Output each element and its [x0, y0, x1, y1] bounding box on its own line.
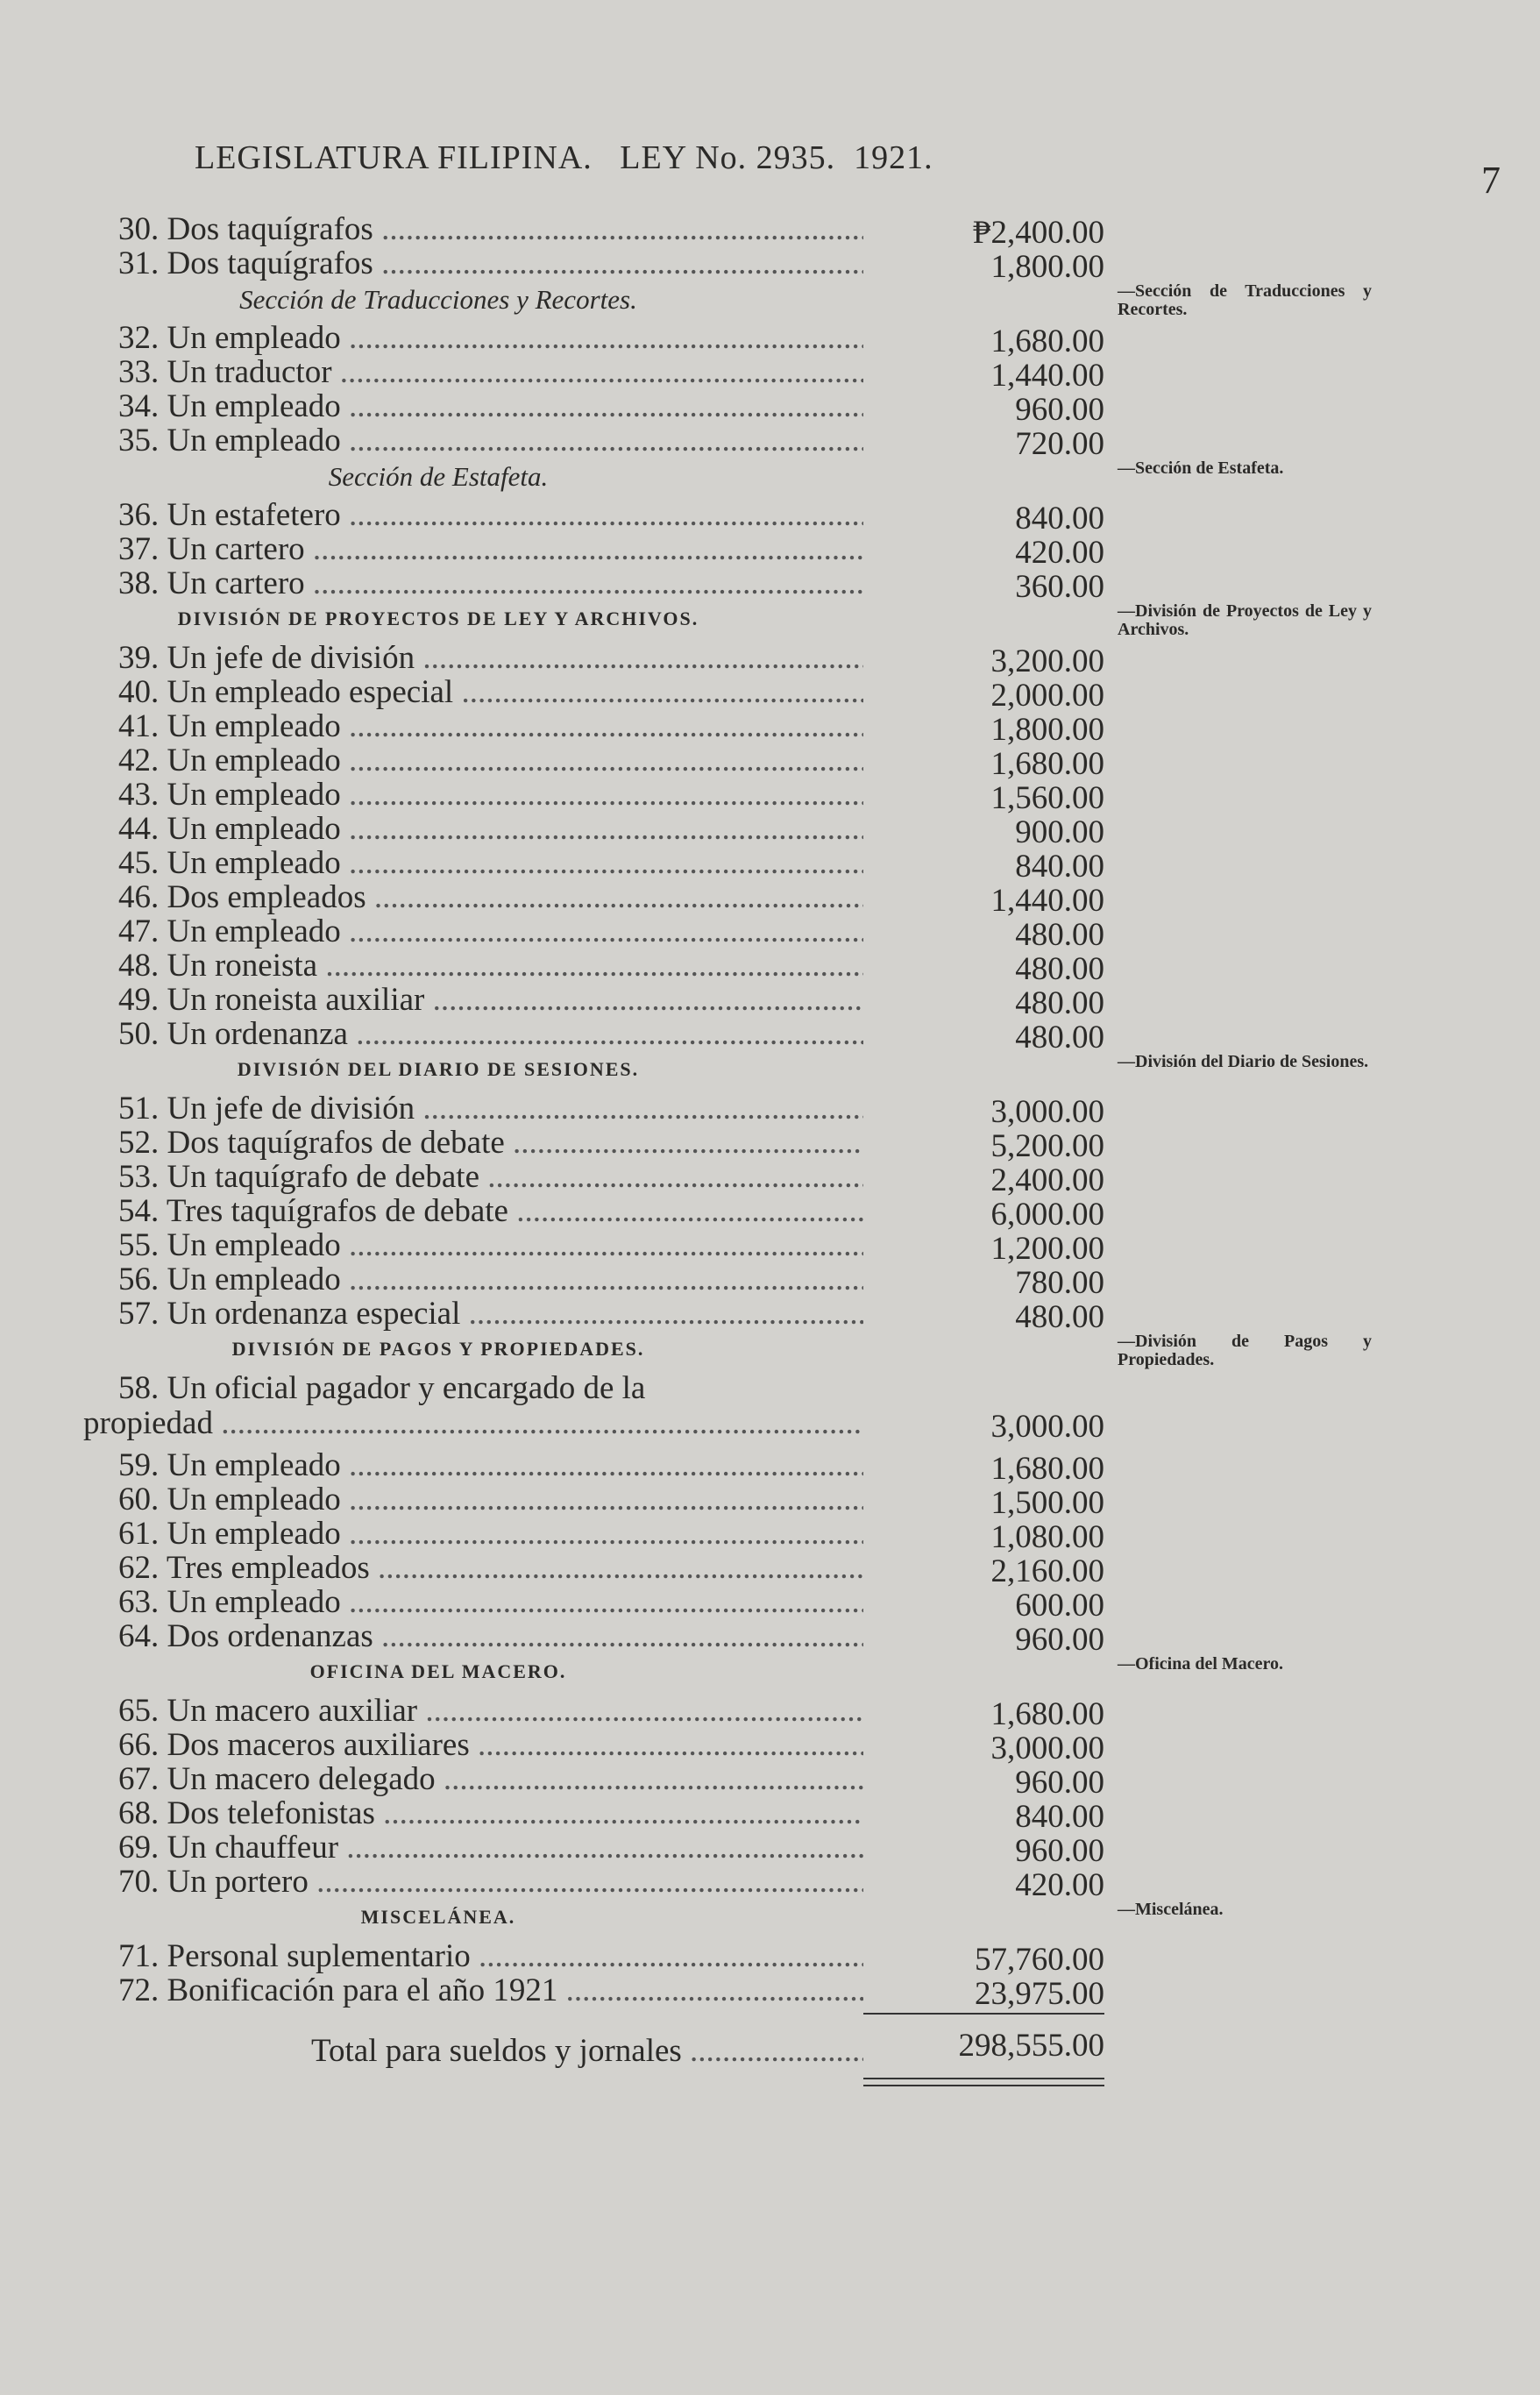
section-heading-text: Sección de Estafeta. — [328, 461, 549, 492]
line-item-amount: 840.00 — [1015, 849, 1104, 885]
line-item-amount: 480.00 — [1015, 985, 1104, 1021]
line-item-label: 40. Un empleado especial ..... — [118, 673, 863, 711]
line-item-amount: 1,680.00 — [990, 1696, 1104, 1732]
line-item — [0, 1158, 1540, 1198]
section-heading-text: DIVISIÓN DE PROYECTOS DE LEY Y ARCHIVOS. — [177, 608, 699, 629]
line-item-label: 32. Un empleado ..... — [118, 319, 863, 357]
line-item — [0, 1192, 1540, 1233]
line-item-label: 45. Un empleado ..... — [118, 844, 863, 882]
line-item-label-cont: propiedad ..... — [83, 1404, 863, 1442]
line-item — [0, 810, 1540, 850]
total-label: Total para sueldos y jornales ..... — [311, 2032, 863, 2070]
line-item — [0, 1972, 1540, 2012]
section-heading — [0, 1049, 1369, 1090]
section-heading — [0, 1652, 1284, 1692]
line-item — [0, 947, 1540, 987]
line-item-amount: 480.00 — [1015, 917, 1104, 953]
line-item-label: 38. Un cartero ..... — [118, 565, 863, 602]
line-item-label: 58. Un oficial pagador y encargado de la — [118, 1370, 646, 1406]
line-item-label: 56. Un empleado ..... — [118, 1261, 863, 1298]
line-item — [0, 1261, 1540, 1301]
line-item — [0, 422, 1540, 462]
line-item — [0, 1829, 1540, 1869]
line-item-amount: 960.00 — [1015, 1833, 1104, 1869]
line-item — [0, 1692, 1540, 1732]
line-item-label: 42. Un empleado ..... — [118, 742, 863, 779]
sum-rule — [0, 2006, 1540, 2022]
line-item-label: 41. Un empleado ..... — [118, 707, 863, 745]
line-item-amount: 5,200.00 — [990, 1128, 1104, 1164]
line-item-amount: 1,560.00 — [990, 780, 1104, 816]
line-item — [0, 353, 1540, 394]
line-item — [0, 245, 1540, 285]
line-item-amount: 6,000.00 — [990, 1197, 1104, 1233]
total-amount: 298,555.00 — [958, 2028, 1104, 2064]
line-item-amount: 2,000.00 — [990, 678, 1104, 714]
margin-note: —División de Pagos y Propiedades. — [1118, 1332, 1372, 1369]
line-item-label: 33. Un traductor ..... — [118, 353, 863, 391]
section-heading — [0, 599, 1372, 639]
margin-note: —Oficina del Macero. — [1118, 1654, 1284, 1674]
appropriation-list — [0, 210, 1540, 2092]
margin-note: —Sección de Estafeta. — [1118, 458, 1284, 478]
line-item-amount: 600.00 — [1015, 1588, 1104, 1624]
line-item-label: 68. Dos telefonistas ..... — [118, 1794, 863, 1832]
line-item-amount: 3,000.00 — [990, 1731, 1104, 1766]
line-item-label: 57. Un ordenanza especial ..... — [118, 1295, 863, 1333]
line-item-label: 37. Un cartero ..... — [118, 530, 863, 568]
line-item-amount: ₱2,400.00 — [972, 215, 1104, 251]
line-item — [0, 844, 1540, 885]
margin-note: —División del Diario de Sesiones. — [1118, 1052, 1369, 1071]
line-item-amount: 420.00 — [1015, 1867, 1104, 1903]
line-item-label: 63. Un empleado ..... — [118, 1583, 863, 1621]
line-item-label: 51. Un jefe de división ..... — [118, 1090, 863, 1127]
line-item — [0, 1295, 1540, 1335]
margin-note: —Sección de Traducciones y Recortes. — [1118, 281, 1372, 319]
line-item-label: 34. Un empleado ..... — [118, 387, 863, 425]
section-heading — [0, 1329, 1372, 1369]
line-item — [0, 530, 1540, 571]
line-item-amount: 1,680.00 — [990, 746, 1104, 782]
line-item-label: 50. Un ordenanza ..... — [118, 1015, 863, 1053]
line-item-label: 69. Un chauffeur ..... — [118, 1829, 863, 1866]
section-heading — [0, 279, 1372, 319]
line-item-label: 54. Tres taquígrafos de debate ..... — [118, 1192, 863, 1230]
line-item-amount: 57,760.00 — [975, 1942, 1104, 1978]
line-item-label: 67. Un macero delegado ..... — [118, 1760, 863, 1798]
line-item-label: 60. Un empleado ..... — [118, 1481, 863, 1518]
sum-rule-line — [863, 2013, 1104, 2015]
line-item — [0, 319, 1540, 359]
section-heading-text: DIVISIÓN DEL DIARIO DE SESIONES. — [237, 1058, 640, 1080]
line-item-amount: 360.00 — [1015, 569, 1104, 605]
line-item — [0, 707, 1540, 748]
double-rule-line — [863, 2085, 1104, 2086]
line-item-label: 49. Un roneista auxiliar ..... — [118, 981, 863, 1019]
section-heading-text: Sección de Traducciones y Recortes. — [239, 284, 637, 315]
margin-note: —División de Proyectos de Ley y Archivos. — [1118, 601, 1372, 639]
line-item — [0, 1226, 1540, 1267]
total-row — [0, 2022, 1540, 2074]
line-item-label: 47. Un empleado ..... — [118, 913, 863, 950]
line-item — [0, 981, 1540, 1021]
line-item — [0, 565, 1540, 605]
page-number: 7 — [1481, 159, 1501, 202]
line-item — [0, 639, 1540, 679]
line-item-amount: 1,440.00 — [990, 358, 1104, 394]
line-item-amount: 480.00 — [1015, 951, 1104, 987]
line-item — [0, 913, 1540, 953]
line-item-amount: 1,680.00 — [990, 323, 1104, 359]
line-item-label: 31. Dos taquígrafos ..... — [118, 245, 863, 282]
line-item — [0, 878, 1540, 919]
line-item — [0, 496, 1540, 537]
line-item-label: 72. Bonificación para el año 1921 ..... — [118, 1972, 863, 2009]
line-item-label: 48. Un roneista ..... — [118, 947, 863, 984]
line-item-amount: 480.00 — [1015, 1020, 1104, 1055]
section-heading-text: MISCELÁNEA. — [360, 1906, 516, 1928]
line-item — [0, 1090, 1540, 1130]
line-item — [0, 1515, 1540, 1555]
line-item-amount: 3,000.00 — [990, 1094, 1104, 1130]
line-item-amount: 1,200.00 — [990, 1231, 1104, 1267]
line-item-label: 39. Un jefe de división ..... — [118, 639, 863, 677]
line-item-amount: 1,080.00 — [990, 1519, 1104, 1555]
line-item — [0, 673, 1540, 714]
line-item — [0, 210, 1540, 251]
section-heading — [0, 456, 1284, 496]
line-item-label: 61. Un empleado ..... — [118, 1515, 863, 1553]
line-item-label: 59. Un empleado ..... — [118, 1446, 863, 1484]
line-item — [0, 1124, 1540, 1164]
line-item-amount: 1,680.00 — [990, 1451, 1104, 1487]
line-item-label: 43. Un empleado ..... — [118, 776, 863, 814]
margin-note: —Miscelánea. — [1118, 1900, 1224, 1919]
line-item-amount: 3,200.00 — [990, 643, 1104, 679]
line-item-label: 52. Dos taquígrafos de debate ..... — [118, 1124, 863, 1162]
line-item — [0, 1583, 1540, 1624]
line-item — [0, 1617, 1540, 1658]
line-item-amount: 780.00 — [1015, 1265, 1104, 1301]
double-rule-line — [863, 2078, 1104, 2079]
line-item-amount: 420.00 — [1015, 535, 1104, 571]
line-item-amount: 960.00 — [1015, 392, 1104, 428]
line-item — [0, 1549, 1540, 1589]
line-item-label: 66. Dos maceros auxiliares ..... — [118, 1726, 863, 1764]
line-item-amount: 1,500.00 — [990, 1485, 1104, 1521]
line-item-label: 70. Un portero ..... — [118, 1863, 863, 1901]
line-item-amount: 1,800.00 — [990, 712, 1104, 748]
line-item — [0, 1446, 1540, 1487]
line-item-label: 64. Dos ordenanzas ..... — [118, 1617, 863, 1655]
line-item-label: 62. Tres empleados ..... — [118, 1549, 863, 1587]
line-item-label: 30. Dos taquígrafos ..... — [118, 210, 863, 248]
line-item-amount: 23,975.00 — [975, 1976, 1104, 2012]
line-item-label: 35. Un empleado ..... — [118, 422, 863, 459]
line-item — [0, 1015, 1540, 1055]
line-item-label: 44. Un empleado ..... — [118, 810, 863, 848]
line-item — [0, 776, 1540, 816]
line-item — [0, 1481, 1540, 1521]
line-item-label: 65. Un macero auxiliar ..... — [118, 1692, 863, 1730]
line-item — [0, 1760, 1540, 1801]
section-heading — [0, 1897, 1224, 1937]
line-item-amount: 720.00 — [1015, 426, 1104, 462]
line-item-amount: 840.00 — [1015, 1799, 1104, 1835]
line-item — [0, 1726, 1540, 1766]
section-heading-text: OFICINA DEL MACERO. — [309, 1660, 567, 1682]
line-item-amount: 2,400.00 — [990, 1162, 1104, 1198]
line-item-label: 53. Un taquígrafo de debate ..... — [118, 1158, 863, 1196]
line-item-label: 36. Un estafetero ..... — [118, 496, 863, 534]
line-item — [0, 1863, 1540, 1903]
running-header: LEGISLATURA FILIPINA. LEY No. 2935. 1921. — [195, 139, 933, 176]
section-heading-text: DIVISIÓN DE PAGOS Y PROPIEDADES. — [231, 1338, 645, 1360]
line-item-amount: 840.00 — [1015, 501, 1104, 537]
line-item-amount: 1,800.00 — [990, 249, 1104, 285]
line-item-amount: 480.00 — [1015, 1299, 1104, 1335]
line-item-amount: 960.00 — [1015, 1765, 1104, 1801]
line-item — [0, 1937, 1540, 1978]
line-item-amount: 900.00 — [1015, 814, 1104, 850]
line-item — [0, 387, 1540, 428]
line-item-amount: 3,000.00 — [990, 1409, 1104, 1445]
line-item-label: 46. Dos empleados ..... — [118, 878, 863, 916]
line-item-amount: 1,440.00 — [990, 883, 1104, 919]
line-item-label: 55. Un empleado ..... — [118, 1226, 863, 1264]
line-item-label: 71. Personal suplementario ..... — [118, 1937, 863, 1975]
line-item — [0, 1794, 1540, 1835]
double-rule — [0, 2074, 1540, 2092]
line-item — [0, 742, 1540, 782]
line-item — [0, 1369, 1540, 1446]
line-item-amount: 960.00 — [1015, 1622, 1104, 1658]
line-item-amount: 2,160.00 — [990, 1553, 1104, 1589]
